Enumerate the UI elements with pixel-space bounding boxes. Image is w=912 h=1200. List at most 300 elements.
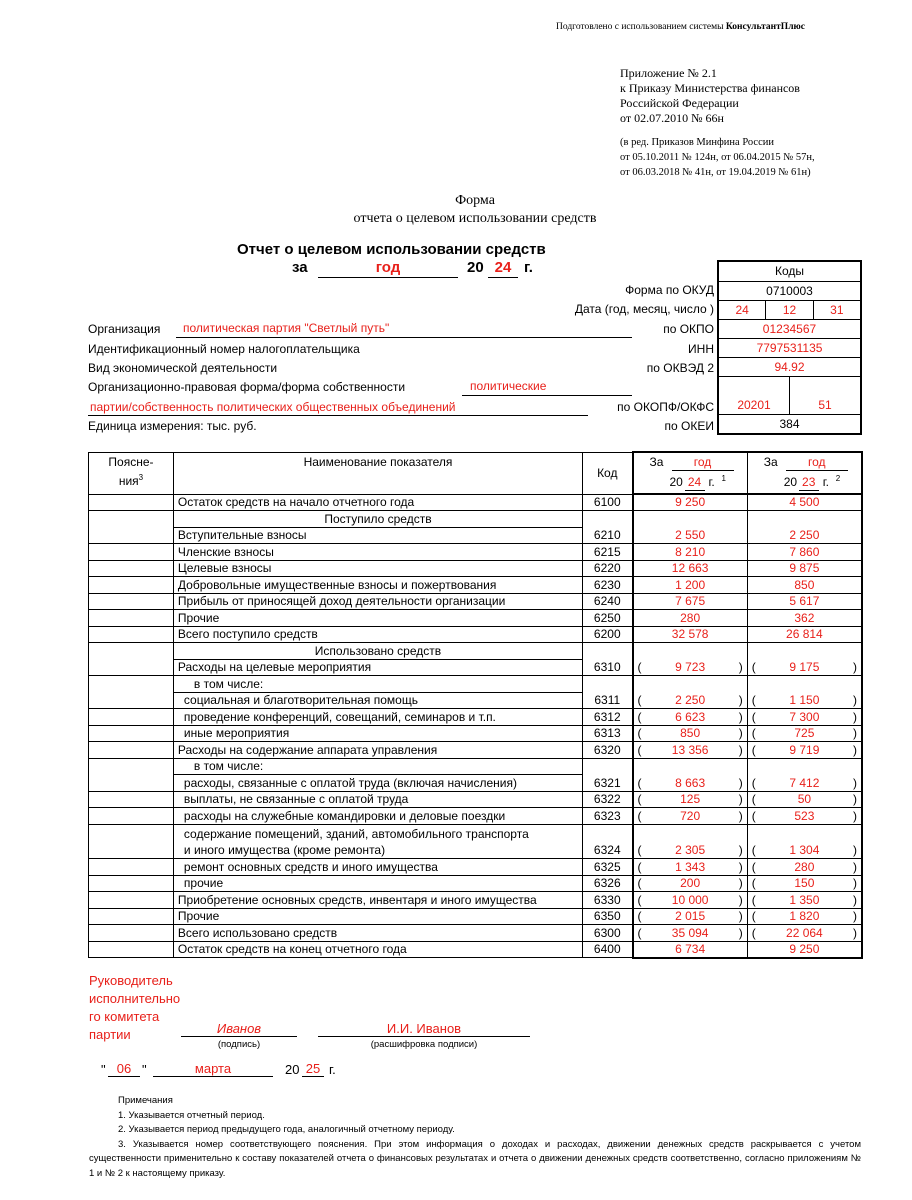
row-notes-cell (89, 709, 174, 726)
row-previous-value (747, 775, 862, 792)
previous-value: 7 300 (789, 709, 820, 724)
report-period: год (375, 259, 401, 276)
sign-year-g: г. (329, 1062, 336, 1077)
row-previous-value (747, 643, 862, 660)
current-value: 1 343 (675, 859, 706, 874)
row-notes-cell (89, 758, 174, 775)
row-name: Прочие (173, 908, 582, 925)
row-notes-cell (89, 742, 174, 759)
row-current-value (633, 725, 748, 742)
row-name: Приобретение основных средств, инвентаря и иного имущества (173, 892, 582, 909)
table-row (89, 577, 863, 594)
paren-open: ( (751, 693, 756, 707)
paren-open: ( (751, 726, 756, 740)
legal-form-value2: партии/собственность политических общественных объединений (90, 400, 456, 414)
table-row (89, 709, 863, 726)
paren-open: ( (751, 792, 756, 806)
paren-close: ) (853, 925, 857, 940)
row-notes-cell (89, 643, 174, 660)
notes-title: Примечания (118, 1095, 173, 1106)
table-header (89, 452, 863, 494)
row-previous-value (747, 842, 862, 859)
row-name: Расходы на содержание аппарата управления (173, 742, 582, 759)
okud-label: Форма по ОКУД (625, 283, 714, 297)
row-current-value (633, 775, 748, 792)
previous-value: 1 820 (789, 909, 820, 923)
report-table (88, 451, 863, 959)
table-row (89, 725, 863, 742)
row-current-value (633, 808, 748, 825)
row-code (583, 758, 633, 775)
row-previous-value (747, 824, 862, 842)
paren-close: ) (738, 709, 743, 724)
row-current-value (633, 709, 748, 726)
table-row (89, 676, 863, 693)
current-value: 720 (680, 808, 701, 823)
report-title: Отчет о целевом использовании средств (237, 241, 546, 258)
paren-open: ( (637, 709, 642, 724)
previous-value: 7 860 (789, 544, 820, 559)
row-name: Поступило средств (173, 511, 582, 528)
row-notes-cell (89, 925, 174, 942)
paren-close: ) (738, 742, 743, 757)
row-current-value (633, 643, 748, 660)
current-value: 6 623 (675, 709, 706, 724)
row-previous-value (747, 758, 862, 775)
unit-label: Единица измерения: тыс. руб. (88, 419, 257, 433)
notes-block (89, 1094, 861, 1181)
signature-role: Руководитель исполнительно го комитета партии (89, 973, 181, 1042)
row-name: Всего поступило средств (173, 626, 582, 643)
paren-close: ) (853, 726, 857, 740)
row-name: Вступительные взносы (173, 527, 582, 544)
row-code: 6322 (583, 791, 633, 808)
row-code: 6325 (583, 859, 633, 876)
paren-close: ) (853, 876, 857, 890)
paren-open: ( (751, 892, 756, 907)
paren-open: ( (751, 843, 756, 857)
row-current-value (633, 544, 748, 561)
row-name: Членские взносы (173, 544, 582, 561)
signature-value: Иванов (216, 1021, 262, 1036)
table-row (89, 859, 863, 876)
consultant-brand: КонсультантПлюс (725, 22, 805, 32)
table-row (89, 892, 863, 909)
current-value: 9 250 (675, 495, 706, 509)
row-current-value (633, 892, 748, 909)
row-previous-value (747, 560, 862, 577)
name-value: И.И. Иванов (386, 1021, 462, 1036)
current-value: 2 015 (675, 909, 706, 923)
paren-close: ) (853, 775, 857, 790)
row-code: 6320 (583, 742, 633, 759)
okopf-code: 20201 (737, 398, 771, 412)
row-notes-cell (89, 626, 174, 643)
table-row (89, 908, 863, 925)
okpo-label: по ОКПО (663, 322, 714, 336)
previous-value: 22 064 (786, 925, 823, 940)
paren-close: ) (853, 709, 857, 724)
row-name: ремонт основных средств и иного имущества (173, 859, 582, 876)
form-subtitle: отчета о целевом использовании средств (353, 211, 597, 226)
table-row (89, 775, 863, 792)
table-row (89, 610, 863, 627)
paren-close: ) (853, 909, 857, 923)
row-previous-value (747, 626, 862, 643)
row-notes-cell (89, 494, 174, 511)
row-notes-cell (89, 892, 174, 909)
row-notes-cell (89, 560, 174, 577)
paren-open: ( (637, 843, 642, 857)
paren-close: ) (738, 843, 743, 857)
previous-value: 362 (794, 610, 815, 625)
paren-close: ) (853, 742, 857, 757)
row-name: Прибыль от приносящей доход деятельности организации (173, 593, 582, 610)
paren-close: ) (738, 808, 743, 823)
row-code: 6311 (583, 692, 633, 709)
row-previous-value (747, 808, 862, 825)
note-2: 2. Указывается период предыдущего года, аналогичный отчетному периоду. (118, 1124, 455, 1135)
current-value: 10 000 (671, 892, 709, 907)
table-row (89, 511, 863, 528)
col-code-header: Код (583, 452, 633, 494)
current-value: 35 094 (671, 925, 709, 940)
row-name: содержание помещений, зданий, автомобильного транспорта (173, 824, 582, 842)
row-code (583, 511, 633, 528)
paren-open: ( (637, 726, 642, 740)
table-row (89, 742, 863, 759)
inn-code: 7797531135 (756, 341, 823, 355)
row-code: 6313 (583, 725, 633, 742)
row-name: Целевые взносы (173, 560, 582, 577)
paren-open: ( (637, 792, 642, 806)
paren-close: ) (853, 892, 857, 907)
paren-close: ) (853, 808, 857, 823)
note-3: 3. Указывается номер соответствующего пояснения. При этом информация о доходах и расходах, движении денежных средств раскрывается с учетом существенности применительно к составу показателей отчета о финансовых результатах и отчета о движении денежных средств соответственно, согласно приложениям № 1 и № 2 к настоящему приказу. (89, 1138, 861, 1179)
paren-open: ( (751, 660, 756, 674)
row-name: Всего использовано средств (173, 925, 582, 942)
row-notes-cell (89, 659, 174, 676)
row-previous-value (747, 742, 862, 759)
row-code: 6240 (583, 593, 633, 610)
table-row (89, 875, 863, 892)
row-code: 6310 (583, 659, 633, 676)
row-notes-cell (89, 875, 174, 892)
table-row (89, 593, 863, 610)
row-code: 6210 (583, 527, 633, 544)
previous-value: 150 (794, 876, 815, 890)
row-code: 6326 (583, 875, 633, 892)
previous-value: 1 150 (789, 693, 820, 707)
row-code: 6400 (583, 941, 633, 958)
okved-label: по ОКВЭД 2 (646, 361, 714, 375)
current-value: 6 734 (675, 941, 706, 956)
paren-close: ) (738, 909, 743, 923)
previous-value: 9 875 (789, 561, 820, 575)
row-code: 6215 (583, 544, 633, 561)
col-previous-header: За год 20 23 г. 2 (747, 452, 862, 494)
sign-year-prefix: 20 (285, 1062, 300, 1077)
sign-day: 06 (116, 1061, 132, 1076)
previous-value: 4 500 (789, 495, 820, 509)
paren-close: ) (738, 775, 743, 790)
previous-value: 9 250 (789, 941, 820, 956)
org-value: политическая партия "Светлый путь" (183, 321, 390, 335)
date-quote-close: " (142, 1062, 147, 1077)
current-value: 13 356 (671, 742, 709, 757)
row-name: расходы, связанные с оплатой труда (включая начисления) (173, 775, 582, 792)
row-notes-cell (89, 610, 174, 627)
row-current-value (633, 859, 748, 876)
codes-header: Коды (774, 264, 805, 278)
paren-open: ( (751, 859, 756, 874)
date-month: 12 (765, 301, 812, 319)
paren-open: ( (637, 909, 642, 923)
current-value: 8 663 (675, 775, 706, 790)
current-value: 280 (680, 610, 701, 625)
name-caption: (расшифровка подписи) (370, 1039, 478, 1050)
form-label: Форма (455, 193, 495, 208)
current-value: 12 663 (671, 561, 709, 575)
row-current-value (633, 494, 748, 511)
row-code: 6330 (583, 892, 633, 909)
current-value: 2 250 (675, 693, 706, 707)
row-current-value (633, 908, 748, 925)
row-code: 6300 (583, 925, 633, 942)
current-value: 125 (680, 792, 701, 806)
table-row (89, 808, 863, 825)
date-year: 24 (735, 303, 749, 317)
row-current-value (633, 626, 748, 643)
row-name: Расходы на целевые мероприятия (173, 659, 582, 676)
row-name: прочие (173, 875, 582, 892)
row-current-value (633, 758, 748, 775)
current-value: 200 (680, 876, 701, 890)
row-code (583, 676, 633, 693)
row-current-value (633, 527, 748, 544)
previous-value: 1 304 (789, 843, 820, 857)
table-row (89, 527, 863, 544)
paren-close: ) (738, 876, 743, 890)
row-name: проведение конференций, совещаний, семинаров и т.п. (173, 709, 582, 726)
paren-open: ( (637, 660, 642, 674)
previous-value: 5 617 (789, 594, 820, 608)
okved-code: 94.92 (774, 360, 805, 374)
okpo-code: 01234567 (762, 322, 817, 336)
current-value: 850 (680, 726, 701, 740)
row-current-value (633, 577, 748, 594)
paren-open: ( (637, 876, 642, 890)
previous-value: 1 350 (789, 892, 820, 907)
row-previous-value (747, 494, 862, 511)
paren-open: ( (637, 775, 642, 790)
row-previous-value (747, 610, 862, 627)
row-notes-cell (89, 842, 174, 859)
paren-close: ) (738, 892, 743, 907)
table-body (89, 494, 863, 958)
row-notes-cell (89, 511, 174, 528)
row-current-value (633, 676, 748, 693)
row-current-value (633, 824, 748, 842)
paren-open: ( (637, 925, 642, 940)
paren-close: ) (738, 859, 743, 874)
row-previous-value (747, 875, 862, 892)
okud-code: 0710003 (766, 284, 813, 298)
paren-close: ) (853, 693, 857, 707)
inn-label: ИНН (688, 342, 714, 356)
table-row (89, 692, 863, 709)
org-label: Организация (88, 322, 161, 336)
row-code: 6350 (583, 908, 633, 925)
paren-open: ( (751, 742, 756, 757)
row-name: социальная и благотворительная помощь (173, 692, 582, 709)
row-current-value (633, 791, 748, 808)
table-row (89, 643, 863, 660)
row-notes-cell (89, 859, 174, 876)
row-notes-cell (89, 676, 174, 693)
okopf-label: по ОКОПФ/ОКФС (617, 400, 714, 414)
row-notes-cell (89, 941, 174, 958)
report-year-prefix: 20 (467, 259, 484, 276)
table-row (89, 758, 863, 775)
appendix-block: Приложение № 2.1 к Приказу Министерства финансов Российской Федерации от 02.07.2010 № 66н (620, 66, 800, 125)
previous-value: 7 412 (789, 775, 820, 790)
paren-close: ) (738, 660, 743, 674)
col-notes-header: Поясне- ния$^3$ (89, 452, 174, 494)
prepared-note: Подготовлено с использованием системы КонсультантПлюс (556, 22, 805, 32)
row-code: 6323 (583, 808, 633, 825)
row-current-value (633, 941, 748, 958)
legal-form-value1: политические (470, 379, 547, 393)
row-notes-cell (89, 593, 174, 610)
report-for: за (292, 259, 308, 276)
current-value: 2 550 (675, 528, 706, 542)
table-row (89, 925, 863, 942)
previous-value: 280 (794, 859, 815, 874)
signature-caption: (подпись) (217, 1039, 261, 1050)
table-row (89, 842, 863, 859)
paren-close: ) (738, 726, 743, 740)
row-previous-value (747, 577, 862, 594)
row-previous-value (747, 511, 862, 528)
legal-form-label: Организационно-правовая форма/форма собственности (88, 380, 406, 394)
paren-open: ( (637, 742, 642, 757)
paren-close: ) (738, 792, 743, 806)
activity-label: Вид экономической деятельности (88, 361, 278, 375)
row-previous-value (747, 859, 862, 876)
row-previous-value (747, 676, 862, 693)
table-row (89, 941, 863, 958)
row-previous-value (747, 908, 862, 925)
row-notes-cell (89, 775, 174, 792)
row-current-value (633, 593, 748, 610)
row-code: 6321 (583, 775, 633, 792)
previous-value: 9 719 (789, 742, 820, 757)
row-name: Использовано средств (173, 643, 582, 660)
row-notes-cell (89, 791, 174, 808)
row-previous-value (747, 659, 862, 676)
paren-open: ( (637, 892, 642, 907)
row-current-value (633, 610, 748, 627)
row-notes-cell (89, 824, 174, 842)
sign-year: 25 (305, 1061, 321, 1076)
paren-open: ( (751, 808, 756, 823)
row-current-value (633, 875, 748, 892)
row-code (583, 643, 633, 660)
row-notes-cell (89, 577, 174, 594)
table-row (89, 494, 863, 511)
note-1: 1. Указывается отчетный период. (118, 1109, 265, 1121)
paren-close: ) (738, 693, 743, 707)
okei-label: по ОКЕИ (664, 419, 714, 433)
row-code: 6324 (583, 842, 633, 859)
current-value: 1 200 (675, 577, 706, 592)
row-code: 6200 (583, 626, 633, 643)
previous-value: 9 175 (789, 660, 820, 674)
row-previous-value (747, 892, 862, 909)
inn-full-label: Идентификационный номер налогоплательщика (88, 342, 360, 356)
row-code: 6220 (583, 560, 633, 577)
row-previous-value (747, 593, 862, 610)
row-previous-value (747, 709, 862, 726)
paren-open: ( (751, 876, 756, 890)
row-name: в том числе: (173, 676, 582, 693)
report-year: 24 (494, 259, 512, 276)
okei-code: 384 (779, 417, 800, 431)
row-code: 6100 (583, 494, 633, 511)
paren-close: ) (853, 843, 857, 857)
paren-open: ( (637, 859, 642, 874)
paren-open: ( (751, 709, 756, 724)
date-day: 31 (813, 301, 860, 319)
paren-open: ( (637, 693, 642, 707)
current-value: 9 723 (675, 660, 706, 674)
row-current-value (633, 659, 748, 676)
row-current-value (633, 692, 748, 709)
row-name: расходы на служебные командировки и деловые поездки (173, 808, 582, 825)
previous-value: 2 250 (789, 528, 820, 542)
row-code (583, 824, 633, 842)
row-name: в том числе: (173, 758, 582, 775)
okfs-code: 51 (789, 377, 860, 414)
paren-open: ( (751, 775, 756, 790)
col-current-header: За год 20 24 г. 1 (633, 452, 748, 494)
row-previous-value (747, 925, 862, 942)
row-code: 6230 (583, 577, 633, 594)
paren-close: ) (853, 660, 857, 674)
row-code: 6250 (583, 610, 633, 627)
row-previous-value (747, 527, 862, 544)
table-row (89, 659, 863, 676)
previous-value: 26 814 (786, 627, 823, 641)
edition-block: (в ред. Приказов Минфина России от 05.10.2011 № 124н, от 06.04.2015 № 57н, от 06.03.2018 № 41н, от 19.04.2019 № 61н) (620, 137, 815, 178)
table-row (89, 544, 863, 561)
row-previous-value (747, 791, 862, 808)
row-notes-cell (89, 692, 174, 709)
previous-value: 850 (794, 577, 815, 592)
row-current-value (633, 560, 748, 577)
table-row (89, 824, 863, 842)
row-name: Остаток средств на начало отчетного года (173, 494, 582, 511)
paren-close: ) (853, 792, 857, 806)
row-notes-cell (89, 527, 174, 544)
row-current-value (633, 842, 748, 859)
paren-close: ) (738, 925, 743, 940)
row-current-value (633, 511, 748, 528)
row-name: выплаты, не связанные с оплатой труда (173, 791, 582, 808)
col-name-header: Наименование показателя (173, 452, 582, 494)
row-name: иные мероприятия (173, 725, 582, 742)
